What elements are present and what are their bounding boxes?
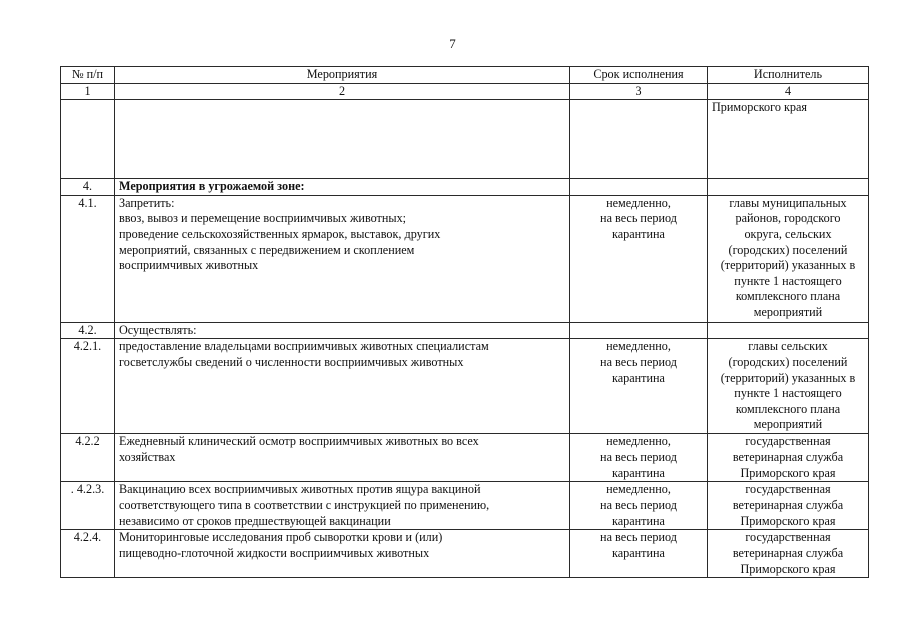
table-row bbox=[61, 195, 869, 322]
table-row bbox=[61, 339, 869, 434]
row-number: 4.2.2 bbox=[61, 434, 115, 482]
header-executor: Исполнитель bbox=[708, 67, 869, 84]
header-number: № п/п bbox=[61, 67, 115, 84]
table-row bbox=[61, 530, 869, 578]
row-number: 4.2. bbox=[61, 322, 115, 339]
row-activity: Запретить: ввоз, вывоз и перемещение восприимчивых животных; проведение сельскохозяйственных ярмарок, выставок, других мероприятий, связанных с передвижением и скоплением восприимчивых животных bbox=[115, 195, 570, 322]
header-activity: Мероприятия bbox=[115, 67, 570, 84]
row-activity: Вакцинацию всех восприимчивых животных против ящура вакциной соответствующего типа в соответствии с инструкцией по применению, независимо от сроков предшествующей вакцинации bbox=[115, 482, 570, 530]
header-term: Срок исполнения bbox=[570, 67, 708, 84]
row-term bbox=[570, 322, 708, 339]
measures-table bbox=[60, 66, 869, 578]
table-row bbox=[61, 322, 869, 339]
row-executor: государственная ветеринарная служба Приморского края bbox=[708, 482, 869, 530]
section-executor bbox=[708, 179, 869, 196]
section-number: 4. bbox=[61, 179, 115, 196]
continuation-executor: Приморского края bbox=[708, 100, 869, 179]
row-executor: государственная ветеринарная служба Приморского края bbox=[708, 434, 869, 482]
row-executor: главы сельских (городских) поселений (территорий) указанных в пункте 1 настоящего комплексного плана мероприятий bbox=[708, 339, 869, 434]
row-activity: Ежедневный клинический осмотр восприимчивых животных во всех хозяйствах bbox=[115, 434, 570, 482]
table-row bbox=[61, 434, 869, 482]
column-number-2: 2 bbox=[115, 83, 570, 100]
row-term: немедленно, на весь период карантина bbox=[570, 434, 708, 482]
row-term: немедленно, на весь период карантина bbox=[570, 195, 708, 322]
continuation-number bbox=[61, 100, 115, 179]
row-number: 4.2.1. bbox=[61, 339, 115, 434]
row-executor: главы муниципальных районов, городского округа, сельских (городских) поселений (территорий) указанных в пункте 1 настоящего комплексного плана мероприятий bbox=[708, 195, 869, 322]
section-term bbox=[570, 179, 708, 196]
row-term: немедленно, на весь период карантина bbox=[570, 482, 708, 530]
column-number-1: 1 bbox=[61, 83, 115, 100]
row-activity: Осуществлять: bbox=[115, 322, 570, 339]
row-term: на весь период карантина bbox=[570, 530, 708, 578]
continuation-term bbox=[570, 100, 708, 179]
column-number-3: 3 bbox=[570, 83, 708, 100]
page-number: 7 bbox=[449, 36, 456, 51]
continuation-activity bbox=[115, 100, 570, 179]
row-activity: предоставление владельцами восприимчивых животных специалистам госветслужбы сведений о численности восприимчивых животных bbox=[115, 339, 570, 434]
row-number: 4.1. bbox=[61, 195, 115, 322]
row-executor: государственная ветеринарная служба Приморского края bbox=[708, 530, 869, 578]
row-term: немедленно, на весь период карантина bbox=[570, 339, 708, 434]
row-number: 4.2.4. bbox=[61, 530, 115, 578]
row-activity: Мониторинговые исследования проб сыворотки крови и (или) пищеводно-глоточной жидкости восприимчивых животных bbox=[115, 530, 570, 578]
section-title: Мероприятия в угрожаемой зоне: bbox=[115, 179, 570, 196]
section-row bbox=[61, 179, 869, 196]
column-numbers-row bbox=[61, 83, 869, 100]
table-header-row bbox=[61, 67, 869, 84]
table-row bbox=[61, 482, 869, 530]
continuation-row bbox=[61, 100, 869, 179]
column-number-4: 4 bbox=[708, 83, 869, 100]
row-number: . 4.2.3. bbox=[61, 482, 115, 530]
row-executor bbox=[708, 322, 869, 339]
